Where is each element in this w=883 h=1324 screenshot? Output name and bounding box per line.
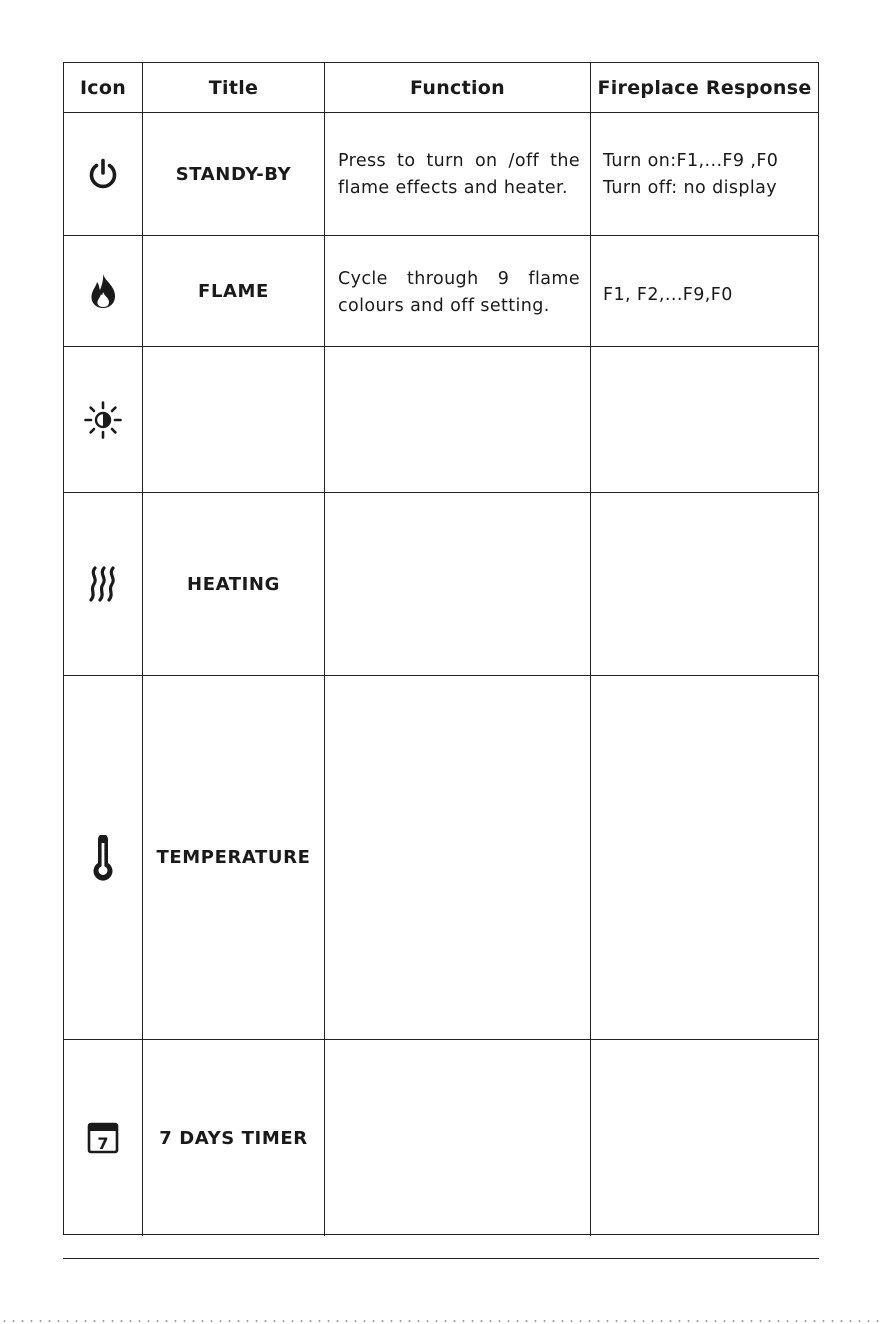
- row-function-cell: [325, 113, 591, 235]
- row-response-line1: F1, F2,...F9,F0: [603, 285, 733, 305]
- row-response-cell: [591, 113, 818, 235]
- row-function-cell: [325, 236, 591, 346]
- row-function-cell: [325, 1040, 591, 1236]
- row-icon-cell: [64, 113, 143, 235]
- row-title: [143, 347, 325, 492]
- row-title: TEMPERATURE: [143, 676, 325, 1039]
- row-function-cell: [325, 493, 591, 675]
- header-fireplace-response: Fireplace Response: [597, 76, 812, 99]
- row-response-cell: [591, 347, 818, 492]
- table-row: [64, 113, 818, 236]
- row-icon-cell: [64, 676, 143, 1039]
- row-response-cell: [591, 676, 818, 1039]
- table-row: [64, 1040, 818, 1236]
- row-function-cell: [325, 676, 591, 1039]
- brightness-icon: [83, 400, 123, 440]
- row-function-text: Press to turn on /off the flame effects and heater.: [338, 151, 580, 198]
- row-function-text: Cycle through 9 flame colours and off setting.: [338, 269, 580, 316]
- row-icon-cell: [64, 1040, 143, 1236]
- row-response-cell: [591, 493, 818, 675]
- table-row: [64, 493, 818, 676]
- header-function: Function: [325, 63, 591, 112]
- row-response-line1: Turn on:F1,...F9 ,F0: [603, 151, 779, 171]
- header-icon: Icon: [64, 63, 143, 112]
- row-title: FLAME: [143, 236, 325, 346]
- power-icon: [86, 157, 120, 191]
- table-row: [64, 236, 818, 347]
- footer-divider: [63, 1258, 819, 1259]
- row-icon-cell: [64, 493, 143, 675]
- table-row: [64, 347, 818, 493]
- calendar-number: 7: [97, 1134, 109, 1153]
- page-edge-dots: [0, 1320, 883, 1322]
- row-icon-cell: [64, 347, 143, 492]
- table-row: [64, 676, 818, 1040]
- row-response-cell: [591, 1040, 818, 1236]
- calendar-7-icon: [86, 1121, 120, 1155]
- header-title: Title: [143, 63, 325, 112]
- flame-icon: [88, 273, 118, 309]
- function-table: [63, 62, 819, 1235]
- table-header-row: [64, 63, 818, 113]
- row-title: HEATING: [143, 493, 325, 675]
- row-response-cell: [591, 236, 818, 346]
- row-title: 7 DAYS TIMER: [143, 1040, 325, 1236]
- row-response-line2: Turn off: no display: [603, 178, 778, 198]
- thermometer-icon: [89, 835, 117, 881]
- row-icon-cell: [64, 236, 143, 346]
- heat-waves-icon: [86, 566, 120, 602]
- row-title: STANDY-BY: [143, 113, 325, 235]
- row-function-cell: [325, 347, 591, 492]
